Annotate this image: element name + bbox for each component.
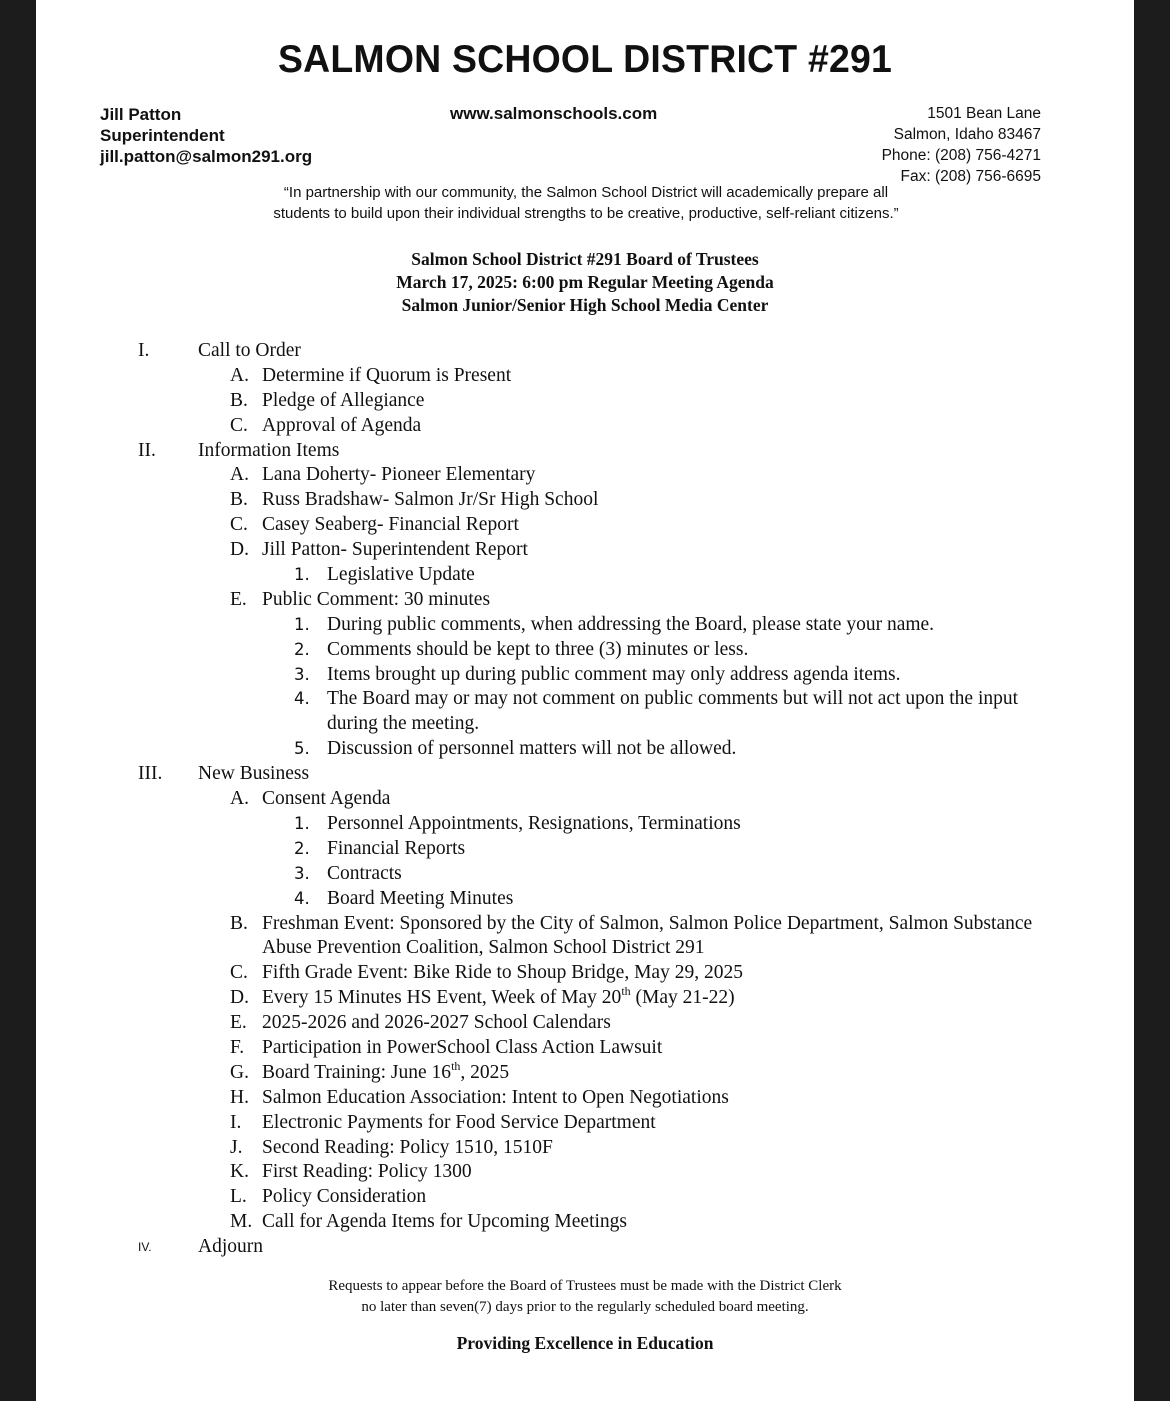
subitem-label: 2. — [294, 639, 310, 659]
agenda-item — [36, 961, 1134, 986]
agenda-item — [36, 538, 1134, 563]
item-label: K. — [230, 1161, 249, 1183]
agenda-subitem — [36, 613, 1134, 638]
meeting-location: Salmon Junior/Senior High School Media Center — [401, 295, 769, 315]
subitem-label: 5. — [294, 739, 310, 759]
item-label: B. — [230, 389, 248, 411]
section-title: Adjourn — [198, 1236, 263, 1258]
agenda-subitem — [36, 887, 1134, 912]
contact-email: jill.patton@salmon291.org — [100, 147, 313, 166]
subitem-label: 4. — [294, 689, 310, 709]
agenda-subitem — [36, 737, 1134, 762]
item-label: J. — [230, 1136, 243, 1158]
meeting-header — [36, 248, 1134, 317]
section-numeral: II. — [138, 439, 156, 461]
agenda-subitem — [36, 837, 1134, 862]
item-text: Public Comment: 30 minutes — [262, 588, 491, 610]
agenda-item — [36, 588, 1134, 613]
district-title: SALMON SCHOOL DISTRICT #291 — [277, 38, 893, 81]
requests-line-2: no later than seven(7) days prior to the regularly scheduled board meeting. — [361, 1299, 809, 1315]
subitem-label: 3. — [294, 664, 310, 684]
requests-note — [36, 1276, 1134, 1318]
item-label: B. — [230, 912, 248, 934]
address-line-2: Salmon, Idaho 83467 — [893, 126, 1041, 143]
phone-number: Phone: (208) 756-4271 — [881, 147, 1041, 164]
item-text: Salmon Education Association: Intent to Open Negotiations — [262, 1086, 729, 1108]
subitem-label: 1. — [294, 565, 310, 585]
subitem-text: Items brought up during public comment may only address agenda items. — [327, 663, 901, 685]
mission-statement — [236, 182, 936, 224]
agenda-item — [36, 364, 1134, 389]
agenda-item — [36, 1185, 1134, 1210]
item-label: F. — [230, 1036, 245, 1058]
item-text: Policy Consideration — [262, 1186, 427, 1208]
meeting-date-time: March 17, 2025: 6:00 pm Regular Meeting Agenda — [396, 272, 774, 292]
district-website: www.salmonschools.com — [450, 104, 658, 123]
agenda-item — [36, 787, 1134, 812]
agenda-subitem — [36, 638, 1134, 663]
fax-number: Fax: (208) 756-6695 — [900, 168, 1041, 185]
agenda-subitem — [36, 663, 1134, 688]
subitem-label: 3. — [294, 863, 310, 883]
agenda-item — [36, 1111, 1134, 1136]
item-label: C. — [230, 962, 248, 984]
agenda-section-heading — [36, 762, 1134, 787]
agenda-item — [36, 1160, 1134, 1185]
subitem-label: 2. — [294, 838, 310, 858]
item-label: I. — [230, 1111, 242, 1133]
item-text: Participation in PowerSchool Class Action Lawsuit — [262, 1036, 663, 1058]
item-text: Jill Patton- Superintendent Report — [262, 539, 528, 561]
item-label: G. — [230, 1061, 249, 1083]
subitem-text: Board Meeting Minutes — [327, 887, 514, 909]
item-text: Russ Bradshaw- Salmon Jr/Sr High School — [262, 489, 599, 511]
district-motto: Providing Excellence in Education — [456, 1333, 714, 1353]
item-label: D. — [230, 987, 249, 1009]
item-text: Board Training: June 16th, 2025 — [262, 1058, 510, 1083]
item-text: Casey Seaberg- Financial Report — [262, 514, 519, 536]
item-label: A. — [230, 464, 249, 486]
subitem-label: 1. — [294, 813, 310, 833]
item-text: First Reading: Policy 1300 — [262, 1161, 472, 1183]
subitem-text: Comments should be kept to three (3) minutes or less. — [327, 638, 749, 660]
agenda-item — [36, 389, 1134, 414]
section-numeral: III. — [138, 763, 163, 785]
agenda-subitem — [36, 563, 1134, 588]
item-label: A. — [230, 788, 249, 810]
subitem-text: Discussion of personnel matters will not be allowed. — [327, 738, 737, 760]
item-label: D. — [230, 539, 249, 561]
item-text: Freshman Event: Sponsored by the City of Salmon, Salmon Police Department, Salmon Substance Abuse Prevention Coalition, Salmon School District 291 — [262, 912, 1033, 959]
address-line-1: 1501 Bean Lane — [927, 105, 1041, 122]
agenda-subitem — [36, 812, 1134, 837]
subitem-text: Personnel Appointments, Resignations, Terminations — [327, 812, 741, 834]
agenda-item — [36, 488, 1134, 513]
subitem-text: Contracts — [327, 862, 402, 884]
agenda-item — [36, 1136, 1134, 1161]
subitem-text: During public comments, when addressing the Board, please state your name. — [327, 613, 935, 635]
contact-name: Jill Patton — [100, 105, 182, 124]
contact-title: Superintendent — [100, 126, 225, 145]
subitem-label: 4. — [294, 888, 310, 908]
section-numeral: I. — [138, 340, 150, 361]
item-text: Pledge of Allegiance — [262, 389, 425, 411]
item-label: C. — [230, 414, 248, 436]
item-label: B. — [230, 489, 248, 511]
item-label: E. — [230, 588, 247, 610]
agenda-subitem — [36, 862, 1134, 887]
item-label: E. — [230, 1012, 247, 1034]
item-label: C. — [230, 514, 248, 536]
district-address-block — [882, 103, 1041, 187]
mission-line-2: students to build upon their individual strengths to be creative, productive, self-reliant citizens.” — [273, 205, 899, 222]
agenda-list — [36, 339, 1134, 1260]
agenda-item — [36, 463, 1134, 488]
section-title: Information Items — [198, 439, 340, 461]
item-text: Approval of Agenda — [262, 414, 422, 436]
item-text: Electronic Payments for Food Service Department — [262, 1111, 656, 1133]
agenda-item — [36, 912, 1134, 962]
agenda-item — [36, 1011, 1134, 1036]
agenda-document-page — [36, 0, 1134, 1401]
item-text: Consent Agenda — [262, 788, 391, 810]
agenda-item — [36, 414, 1134, 439]
agenda-section-heading — [36, 439, 1134, 464]
agenda-section-heading — [36, 339, 1134, 364]
agenda-item — [36, 1210, 1134, 1235]
item-label: H. — [230, 1086, 249, 1108]
meeting-board-name: Salmon School District #291 Board of Trustees — [411, 249, 759, 269]
section-numeral: IV. — [138, 1240, 152, 1255]
subitem-text: Legislative Update — [327, 564, 475, 586]
agenda-item — [36, 513, 1134, 538]
subitem-text: The Board may or may not comment on public comments but will not act upon the input during the meeting. — [327, 688, 1019, 735]
item-text: Call for Agenda Items for Upcoming Meetings — [262, 1211, 628, 1233]
item-text: Second Reading: Policy 1510, 1510F — [262, 1136, 553, 1158]
item-label: L. — [230, 1186, 247, 1208]
item-text: Lana Doherty- Pioneer Elementary — [262, 464, 536, 486]
agenda-item — [36, 1058, 1134, 1086]
item-text: Determine if Quorum is Present — [262, 364, 512, 386]
item-text: Fifth Grade Event: Bike Ride to Shoup Bridge, May 29, 2025 — [262, 962, 743, 984]
agenda-subitem — [36, 687, 1134, 737]
mission-line-1: “In partnership with our community, the Salmon School District will academically prepare all — [283, 184, 889, 201]
subitem-text: Financial Reports — [327, 837, 466, 859]
superintendent-contact — [100, 104, 312, 167]
agenda-item — [36, 1036, 1134, 1061]
agenda-item — [36, 1086, 1134, 1111]
agenda-section-heading — [36, 1235, 1134, 1260]
item-text: Every 15 Minutes HS Event, Week of May 20th (May 21-22) — [262, 984, 735, 1009]
item-label: A. — [230, 364, 249, 386]
item-text: 2025-2026 and 2026-2027 School Calendars — [262, 1012, 611, 1034]
requests-line-1: Requests to appear before the Board of Trustees must be made with the District Clerk — [328, 1278, 842, 1294]
subitem-label: 1. — [294, 614, 310, 634]
section-title: Call to Order — [198, 340, 301, 361]
item-label: M. — [230, 1211, 253, 1233]
agenda-item — [36, 986, 1134, 1011]
section-title: New Business — [198, 763, 310, 785]
